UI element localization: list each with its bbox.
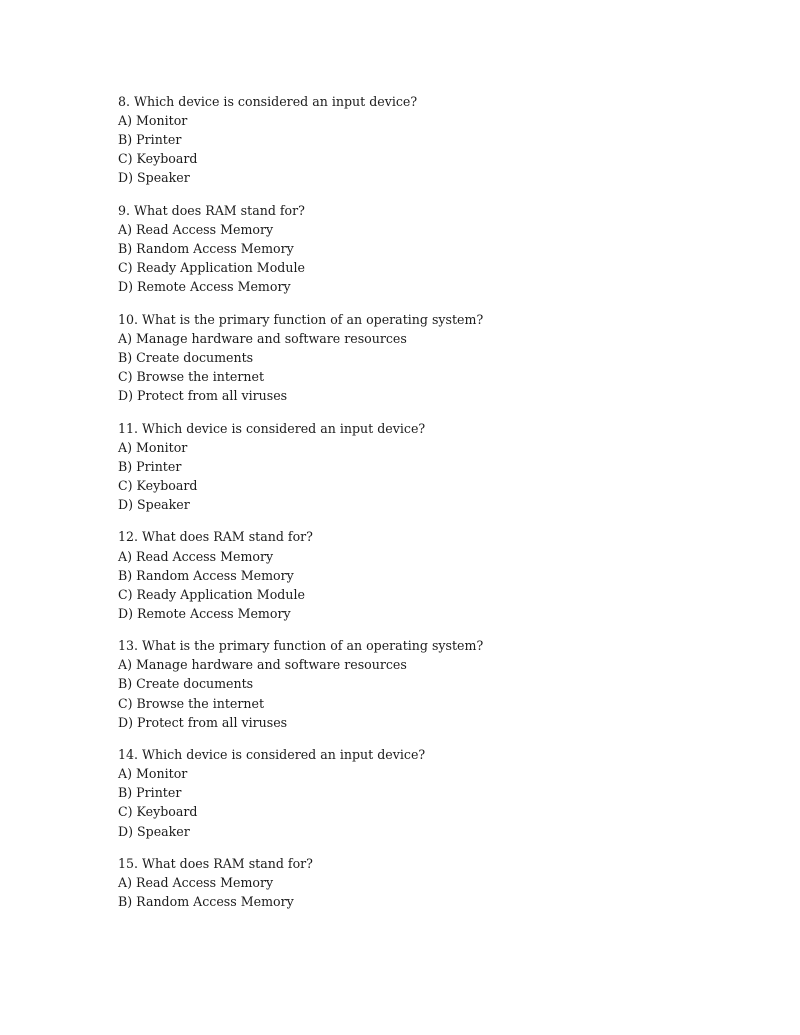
answer-option-a: A) Monitor xyxy=(118,766,188,782)
answer-option-a: A) Read Access Memory xyxy=(118,548,274,564)
answer-option-b: B) Random Access Memory xyxy=(118,894,294,910)
question-prompt: 8. Which device is considered an input device? xyxy=(118,94,418,109)
answer-option-c: C) Browse the internet xyxy=(118,369,265,384)
answer-option-a: A) Read Access Memory xyxy=(118,221,274,237)
answer-option-c: C) Keyboard xyxy=(118,804,198,820)
question-13 xyxy=(118,636,718,731)
answer-option-a: A) Read Access Memory xyxy=(118,875,274,891)
answer-option-c: C) Keyboard xyxy=(118,477,198,493)
question-prompt: 14. Which device is considered an input device? xyxy=(118,747,426,763)
question-11 xyxy=(118,419,718,514)
answer-option-b: B) Random Access Memory xyxy=(118,567,294,583)
answer-option-d: D) Remote Access Memory xyxy=(118,279,291,295)
question-prompt: 11. Which device is considered an input device? xyxy=(118,420,426,436)
question-15 xyxy=(118,854,718,911)
answer-option-a: A) Manage hardware and software resources xyxy=(118,330,407,346)
question-prompt: 13. What is the primary function of an operating system? xyxy=(118,638,484,654)
answer-option-d: D) Speaker xyxy=(118,170,190,186)
answer-option-c: C) Ready Application Module xyxy=(118,260,305,276)
question-prompt: 9. What does RAM stand for? xyxy=(118,202,305,218)
answer-option-a: A) Monitor xyxy=(118,113,188,129)
question-prompt: 15. What does RAM stand for? xyxy=(118,856,313,872)
answer-option-c: C) Browse the internet xyxy=(118,695,265,711)
answer-option-b: B) Create documents xyxy=(118,676,254,692)
answer-option-a: A) Manage hardware and software resources xyxy=(118,657,407,673)
answer-option-d: D) Speaker xyxy=(118,496,190,512)
answer-option-d: D) Protect from all viruses xyxy=(118,388,288,404)
answer-option-b: B) Printer xyxy=(118,458,182,474)
answer-option-b: B) Create documents xyxy=(118,349,254,365)
answer-option-d: D) Protect from all viruses xyxy=(118,714,288,730)
answer-option-b: B) Printer xyxy=(118,132,182,148)
question-9 xyxy=(118,201,718,296)
document-page xyxy=(118,92,718,925)
answer-option-d: D) Remote Access Memory xyxy=(118,605,291,621)
question-14 xyxy=(118,745,718,840)
question-12 xyxy=(118,527,718,622)
question-prompt: 12. What does RAM stand for? xyxy=(118,529,313,545)
answer-option-b: B) Random Access Memory xyxy=(118,241,294,257)
answer-option-c: C) Ready Application Module xyxy=(118,586,305,602)
question-prompt: 10. What is the primary function of an operating system? xyxy=(118,311,484,327)
answer-option-d: D) Speaker xyxy=(118,823,190,839)
answer-option-b: B) Printer xyxy=(118,785,182,801)
answer-option-c: C) Keyboard xyxy=(118,151,198,167)
question-8 xyxy=(118,92,718,187)
question-10 xyxy=(118,310,718,405)
answer-option-a: A) Monitor xyxy=(118,439,188,455)
